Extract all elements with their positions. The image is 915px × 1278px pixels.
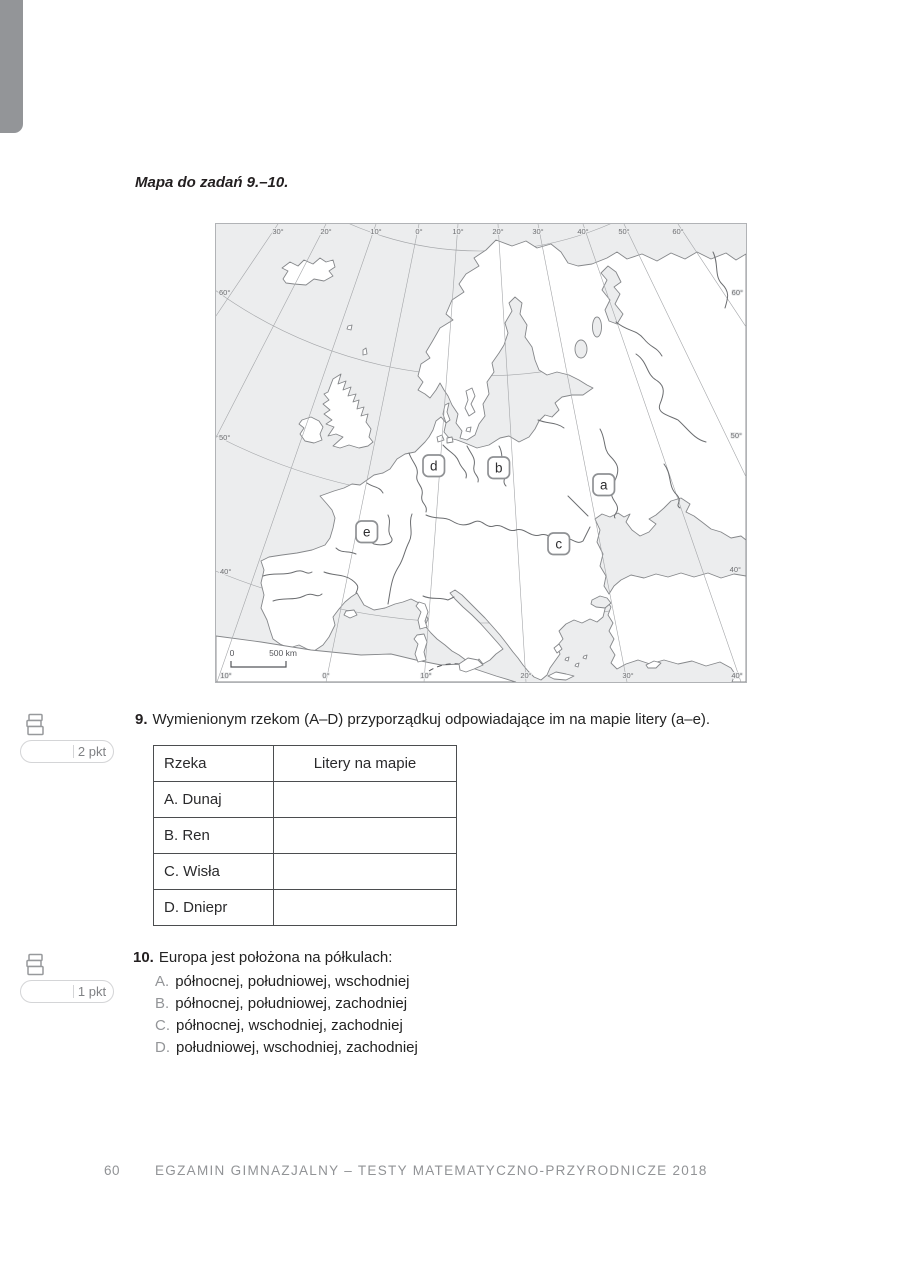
points-value: 2 pkt: [77, 744, 107, 759]
books-icon: [25, 713, 47, 739]
map-marker-b: [488, 457, 510, 479]
marker-letter-b: b: [494, 460, 503, 476]
table-header-rzeka: Rzeka: [154, 746, 274, 782]
points-value: 1 pkt: [77, 984, 107, 999]
lon-label-top: 0°: [415, 227, 423, 236]
option-b-letter: B.: [155, 995, 170, 1012]
option-a-letter: A.: [155, 973, 170, 990]
footer-title: EGZAMIN GIMNAZJALNY – TESTY MATEMATYCZNO-PRZYRODNICZE 2018: [155, 1163, 708, 1178]
option-a[interactable]: [155, 971, 418, 993]
points-badge-q10: [20, 980, 114, 1003]
lon-label-bottom: 40°: [731, 671, 743, 680]
points-badge-divider: [73, 745, 74, 758]
lat-label-left: 40°: [220, 567, 232, 576]
lon-label-top: 10°: [370, 227, 382, 236]
lat-label-right: 60°: [731, 288, 743, 297]
books-icon: [25, 953, 47, 979]
points-badge-divider: [73, 985, 74, 998]
islet-denmark-2: [447, 437, 453, 443]
option-c-letter: C.: [155, 1017, 170, 1034]
marker-letter-d: d: [429, 458, 438, 474]
points-badge-q9: [20, 740, 114, 763]
lon-label-top: 20°: [492, 227, 504, 236]
map-marker-a: [593, 474, 615, 496]
marker-letter-c: c: [555, 536, 563, 552]
question-9-number: 9.: [135, 711, 148, 728]
scale-distance-label: 500 km: [269, 648, 297, 658]
option-a-text: północnej, południowej, wschodniej: [175, 973, 410, 990]
lon-label-top: 30°: [272, 227, 284, 236]
question-10-options: [155, 971, 418, 1059]
rivers-answer-table: [153, 745, 457, 926]
option-d[interactable]: [155, 1037, 418, 1059]
lat-label-right: 40°: [729, 565, 741, 574]
lon-label-bottom: 20°: [520, 671, 532, 680]
question-10-number: 10.: [133, 949, 154, 966]
islet-faroe: [347, 325, 352, 330]
lon-label-top: 10°: [452, 227, 464, 236]
lat-label-left: 60°: [219, 288, 231, 297]
lon-label-top: 20°: [320, 227, 332, 236]
table-header-row: [154, 746, 457, 782]
table-cell-river-d: D. Dniepr: [154, 890, 274, 926]
page-corner-tab: [0, 0, 23, 133]
island-bornholm: [466, 427, 471, 432]
answer-cell-b[interactable]: [274, 818, 457, 854]
table-cell-river-b: B. Ren: [154, 818, 274, 854]
question-9-text: Wymienionym rzekom (A–D) przyporządkuj odpowiadające im na mapie litery (a–e).: [152, 711, 711, 728]
lon-label-bottom: 0°: [322, 671, 330, 680]
option-c[interactable]: [155, 1015, 418, 1037]
table-header-litery: Litery na mapie: [274, 746, 457, 782]
answer-cell-a[interactable]: [274, 782, 457, 818]
table-cell-river-a: A. Dunaj: [154, 782, 274, 818]
option-b-text: północnej, południowej, zachodniej: [175, 995, 408, 1012]
map-marker-c: [548, 533, 570, 555]
option-d-letter: D.: [155, 1039, 170, 1056]
answer-cell-d[interactable]: [274, 890, 457, 926]
option-d-text: południowej, wschodniej, zachodniej: [176, 1039, 418, 1056]
table-row: [154, 890, 457, 926]
lon-label-top: 60°: [672, 227, 684, 236]
table-row: [154, 782, 457, 818]
lon-label-top: 50°: [618, 227, 630, 236]
option-b[interactable]: [155, 993, 418, 1015]
question-10-text: Europa jest położona na półkulach:: [158, 949, 393, 966]
lake-onega: [593, 317, 602, 337]
map-marker-d: [423, 455, 445, 477]
question-9: [135, 711, 710, 728]
table-row: [154, 818, 457, 854]
question-10: [133, 949, 392, 966]
map-section-title: Mapa do zadań 9.–10.: [135, 174, 289, 191]
lon-label-bottom: 10°: [420, 671, 432, 680]
lon-label-bottom: 30°: [622, 671, 634, 680]
lon-label-bottom: 10°: [220, 671, 232, 680]
scale-zero-label: 0: [229, 648, 235, 658]
page-number: 60: [104, 1163, 121, 1178]
lat-label-right: 50°: [730, 431, 742, 440]
lat-label-left: 50°: [219, 433, 231, 442]
map-marker-e: [356, 521, 378, 543]
marker-letter-e: e: [362, 524, 371, 540]
europe-map-svg: [216, 224, 746, 682]
lake-ladoga: [575, 340, 587, 358]
lon-label-top: 30°: [532, 227, 544, 236]
marker-letter-a: a: [599, 477, 608, 493]
europe-map: [215, 223, 747, 683]
lon-label-top: 40°: [577, 227, 589, 236]
table-cell-river-c: C. Wisła: [154, 854, 274, 890]
answer-cell-c[interactable]: [274, 854, 457, 890]
option-c-text: północnej, wschodniej, zachodniej: [176, 1017, 403, 1034]
table-row: [154, 854, 457, 890]
